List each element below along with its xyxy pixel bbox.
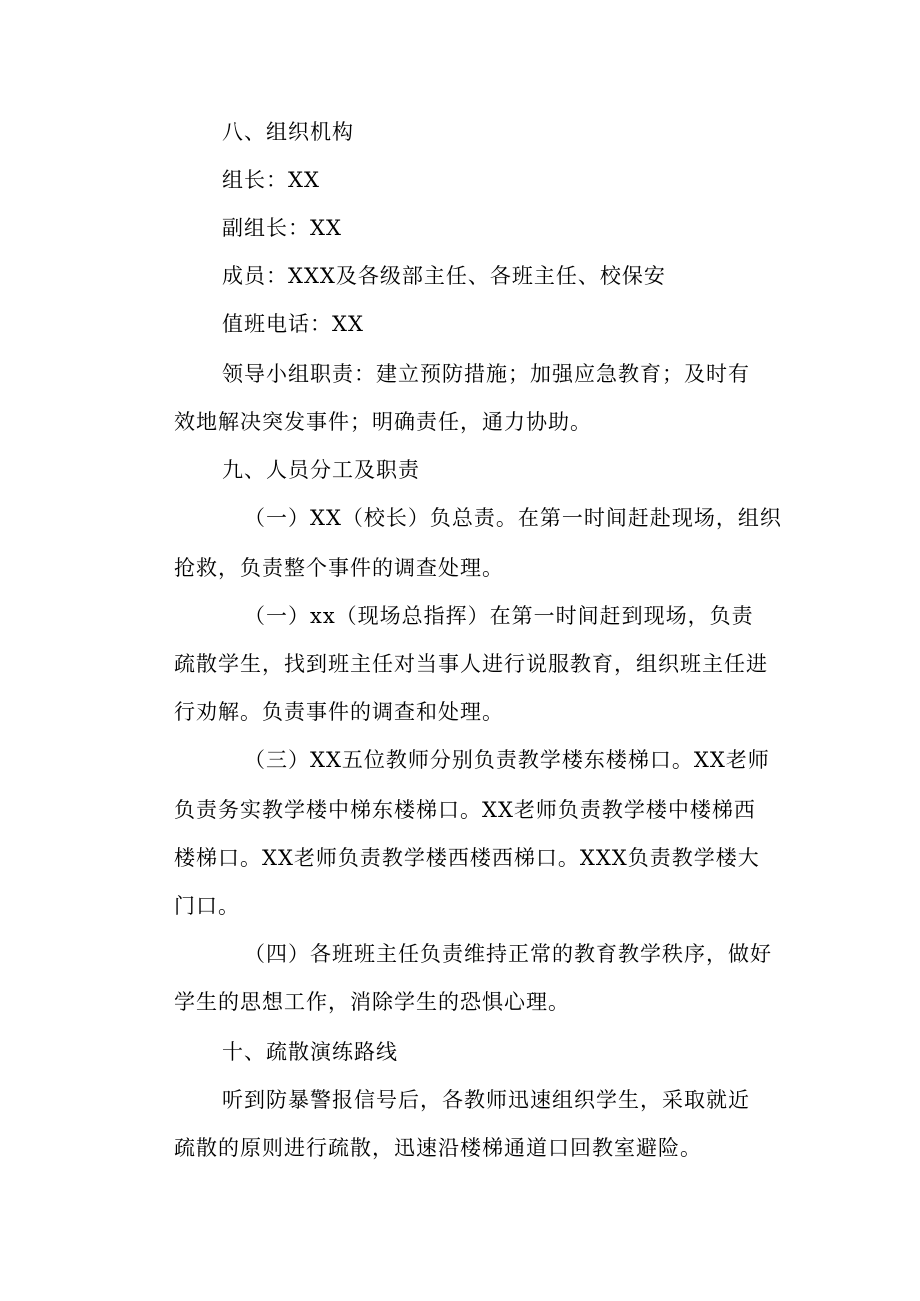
leadership-duty-line-2: 效地解决突发事件；明确责任，通力协助。 xyxy=(174,410,592,434)
evacuation-body-line-1: 听到防暴警报信号后，各教师迅速组织学生，采取就近 xyxy=(222,1088,750,1112)
deputy-leader-line: 副组长：XX xyxy=(222,216,342,240)
item-1-line-2: 抢救，负责整个事件的调查处理。 xyxy=(174,556,504,580)
item-2-line-3: 行劝解。负责事件的调查和处理。 xyxy=(174,700,504,724)
item-1-line-1: （一）XX（校长）负总责。在第一时间赶赴现场，组织 xyxy=(244,506,782,530)
item-3-line-4: 门口。 xyxy=(174,894,240,918)
item-2-line-1: （一）xx（现场总指挥）在第一时间赶到现场，负责 xyxy=(244,604,754,628)
item-3-line-2: 负责务实教学楼中梯东楼梯口。XX老师负责教学楼中楼梯西 xyxy=(174,798,756,822)
leadership-duty-line-1: 领导小组职责：建立预防措施；加强应急教育；及时有 xyxy=(222,362,750,386)
item-4-line-2: 学生的思想工作，消除学生的恐惧心理。 xyxy=(174,990,570,1014)
item-2-line-2: 疏散学生，找到班主任对当事人进行说服教育，组织班主任进 xyxy=(174,652,768,676)
duty-phone-line: 值班电话：XX xyxy=(222,312,364,336)
leader-line: 组长：XX xyxy=(222,168,320,192)
members-line: 成员：XXX及各级部主任、各班主任、校保安 xyxy=(222,264,666,288)
section-9-heading: 九、人员分工及职责 xyxy=(222,458,420,482)
item-3-line-1: （三）XX五位教师分别负责教学楼东楼梯口。XX老师 xyxy=(244,748,770,772)
item-4-line-1: （四）各班班主任负责维持正常的教育教学秩序，做好 xyxy=(244,942,772,966)
section-10-heading: 十、疏散演练路线 xyxy=(222,1040,398,1064)
item-3-line-3: 楼梯口。XX老师负责教学楼西楼西梯口。XXX负责教学楼大 xyxy=(174,846,760,870)
evacuation-body-line-2: 疏散的原则进行疏散，迅速沿楼梯通道口回教室避险。 xyxy=(174,1136,702,1160)
section-8-heading: 八、组织机构 xyxy=(222,120,354,144)
